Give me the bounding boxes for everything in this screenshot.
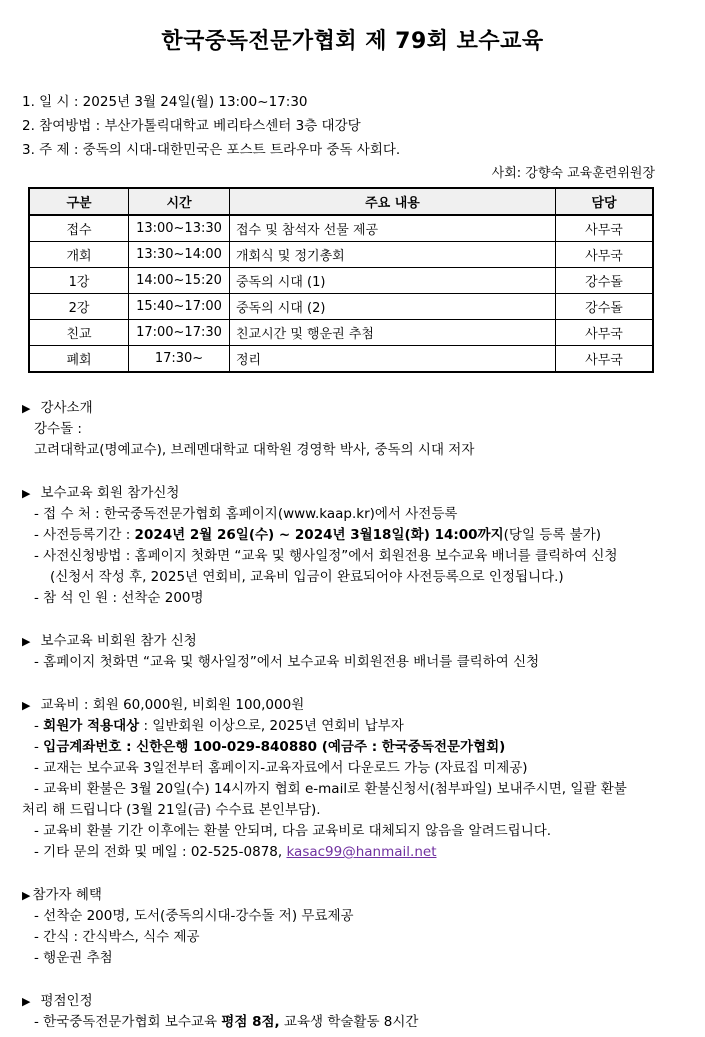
triangle-bullet-icon: ▶ <box>22 635 31 648</box>
lecturer-heading <box>22 398 698 419</box>
cell-division: 친교 <box>29 320 129 346</box>
credit-points: 평점 8점, <box>221 1014 280 1030</box>
cell-content: 중독의 시대 (1) <box>230 268 556 294</box>
list-item: - 선착순 200명, 도서(중독의시대-강수돌 저) 무료제공 <box>34 908 354 924</box>
fee-materials: - 교재는 보수교육 3일전부터 홈페이지-교육자료에서 다운로드 가능 (자료집 미제공) <box>34 760 528 776</box>
member-period <box>22 525 698 546</box>
member-method-note: (신청서 작성 후, 2025년 연회비, 교육비 입금이 완료되어야 사전등록으로 인정됩니다.) <box>50 569 564 585</box>
table-row <box>29 215 653 242</box>
member-reception: - 접 수 처 : 한국중독전문가협회 홈페이지(www.kaap.kr)에서 사전등록 <box>34 506 458 522</box>
table-row <box>29 242 653 268</box>
cell-division: 2강 <box>29 294 129 320</box>
period-dates: 2024년 2월 26일(수) ~ 2024년 3월18일(화) 14:00까지 <box>134 527 504 543</box>
list-item: - 행운권 추첨 <box>34 950 113 966</box>
header-content: 주요 내용 <box>230 188 556 215</box>
header-division: 구분 <box>29 188 129 215</box>
schedule-header-row <box>29 188 653 215</box>
credit-text-pre: - 한국중독전문가협회 보수교육 <box>34 1014 222 1030</box>
schedule-table <box>28 187 654 373</box>
period-note: (당일 등록 불가) <box>503 527 602 543</box>
event-place: 2. 참여방법 : 부산가톨릭대학교 베리타스센터 3층 대강당 <box>22 118 361 134</box>
cell-time: 17:30~ <box>129 346 230 373</box>
moderator: 사회: 강향숙 교육훈련위원장 <box>491 166 655 181</box>
member-heading-text: 보수교육 회원 참가신청 <box>40 485 180 501</box>
table-row <box>29 294 653 320</box>
event-info <box>22 90 682 162</box>
lecturer-bio: 고려대학교(명예교수), 브레멘대학교 대학원 경영학 박사, 중독의 시대 저자 <box>34 442 475 458</box>
fee-heading <box>22 695 698 716</box>
header-time: 시간 <box>129 188 230 215</box>
triangle-bullet-icon: ▶ <box>22 889 31 902</box>
table-row <box>29 268 653 294</box>
cell-content: 접수 및 참석자 선물 제공 <box>230 215 556 242</box>
credit-text <box>22 1012 698 1033</box>
cell-owner: 사무국 <box>556 242 654 268</box>
period-label: - 사전등록기간 : <box>34 527 135 543</box>
cell-time: 13:30~14:00 <box>129 242 230 268</box>
fee-refund-line-2: 처리 해 드립니다 (3월 21일(금) 수수료 본인부담). <box>22 802 321 818</box>
cell-time: 13:00~13:30 <box>129 215 230 242</box>
cell-division: 폐회 <box>29 346 129 373</box>
cell-time: 15:40~17:00 <box>129 294 230 320</box>
benefits-heading <box>22 885 698 906</box>
details-sections <box>22 398 698 1033</box>
cell-owner: 강수돌 <box>556 294 654 320</box>
cell-content: 중독의 시대 (2) <box>230 294 556 320</box>
member-method: - 사전신청방법 : 홈페이지 첫화면 “교육 및 행사일정”에서 회원전용 보수교육 배너를 클릭하여 신청 <box>34 548 618 564</box>
lecturer-name: 강수돌 : <box>34 421 82 437</box>
cell-time: 14:00~15:20 <box>129 268 230 294</box>
dash: - <box>34 739 44 755</box>
fee-account <box>22 737 698 758</box>
contact-label: - 기타 문의 전화 및 메일 : 02-525-0878, <box>34 844 287 860</box>
triangle-bullet-icon: ▶ <box>22 487 31 500</box>
fee-refund-line-1: - 교육비 환불은 3월 20일(수) 14시까지 협회 e-mail로 환불신청서(첨부파일) 보내주시면, 일괄 환불 <box>34 781 627 797</box>
cell-content: 개회식 및 정기총회 <box>230 242 556 268</box>
fee-refund-after: - 교육비 환불 기간 이후에는 환불 안되며, 다음 교육비로 대체되지 않음을 알려드립니다. <box>34 823 552 839</box>
cell-content: 친교시간 및 행운권 추첨 <box>230 320 556 346</box>
lecturer-heading-text: 강사소개 <box>40 400 93 416</box>
member-capacity: - 참 석 인 원 : 선착순 200명 <box>34 590 204 606</box>
credit-text-post: 교육생 학술활동 8시간 <box>279 1014 419 1030</box>
cell-division: 1강 <box>29 268 129 294</box>
list-item: - 간식 : 간식박스, 식수 제공 <box>34 929 200 945</box>
credit-heading <box>22 991 698 1012</box>
event-date: 1. 일 시 : 2025년 3월 24일(월) 13:00~17:30 <box>22 94 308 110</box>
page-title: 한국중독전문가협회 제 79회 보수교육 <box>161 29 544 54</box>
triangle-bullet-icon: ▶ <box>22 402 31 415</box>
dash: - <box>34 718 44 734</box>
nonmember-text: - 홈페이지 첫화면 “교육 및 행사일정”에서 보수교육 비회원전용 배너를 클릭하여 신청 <box>34 654 540 670</box>
header-owner: 담당 <box>556 188 654 215</box>
cell-owner: 사무국 <box>556 215 654 242</box>
event-theme: 3. 주 제 : 중독의 시대-대한민국은 포스트 트라우마 중독 사회다. <box>22 142 401 158</box>
nonmember-heading <box>22 631 698 652</box>
cell-owner: 사무국 <box>556 320 654 346</box>
cell-division: 접수 <box>29 215 129 242</box>
cell-time: 17:00~17:30 <box>129 320 230 346</box>
eligibility-text: : 일반회원 이상으로, 2025년 연회비 납부자 <box>139 718 404 734</box>
contact-email-link[interactable]: kasac99@hanmail.net <box>286 844 437 860</box>
cell-owner: 강수돌 <box>556 268 654 294</box>
cell-content: 정리 <box>230 346 556 373</box>
credit-heading-text: 평점인정 <box>40 993 93 1009</box>
fee-contact <box>22 842 698 863</box>
benefits-heading-text: 참가자 혜택 <box>32 887 102 903</box>
fee-heading-text: 교육비 : 회원 60,000원, 비회원 100,000원 <box>40 697 305 713</box>
account-number: 입금계좌번호 : 신한은행 100-029-840880 (예금주 : 한국중독전문가협회) <box>43 739 506 755</box>
cell-division: 개회 <box>29 242 129 268</box>
fee-member-eligibility <box>22 716 698 737</box>
table-row <box>29 320 653 346</box>
member-heading <box>22 483 698 504</box>
table-row <box>29 346 653 373</box>
nonmember-heading-text: 보수교육 비회원 참가 신청 <box>40 633 197 649</box>
triangle-bullet-icon: ▶ <box>22 995 31 1008</box>
eligibility-label: 회원가 적용대상 <box>43 718 140 734</box>
cell-owner: 사무국 <box>556 346 654 373</box>
triangle-bullet-icon: ▶ <box>22 699 31 712</box>
